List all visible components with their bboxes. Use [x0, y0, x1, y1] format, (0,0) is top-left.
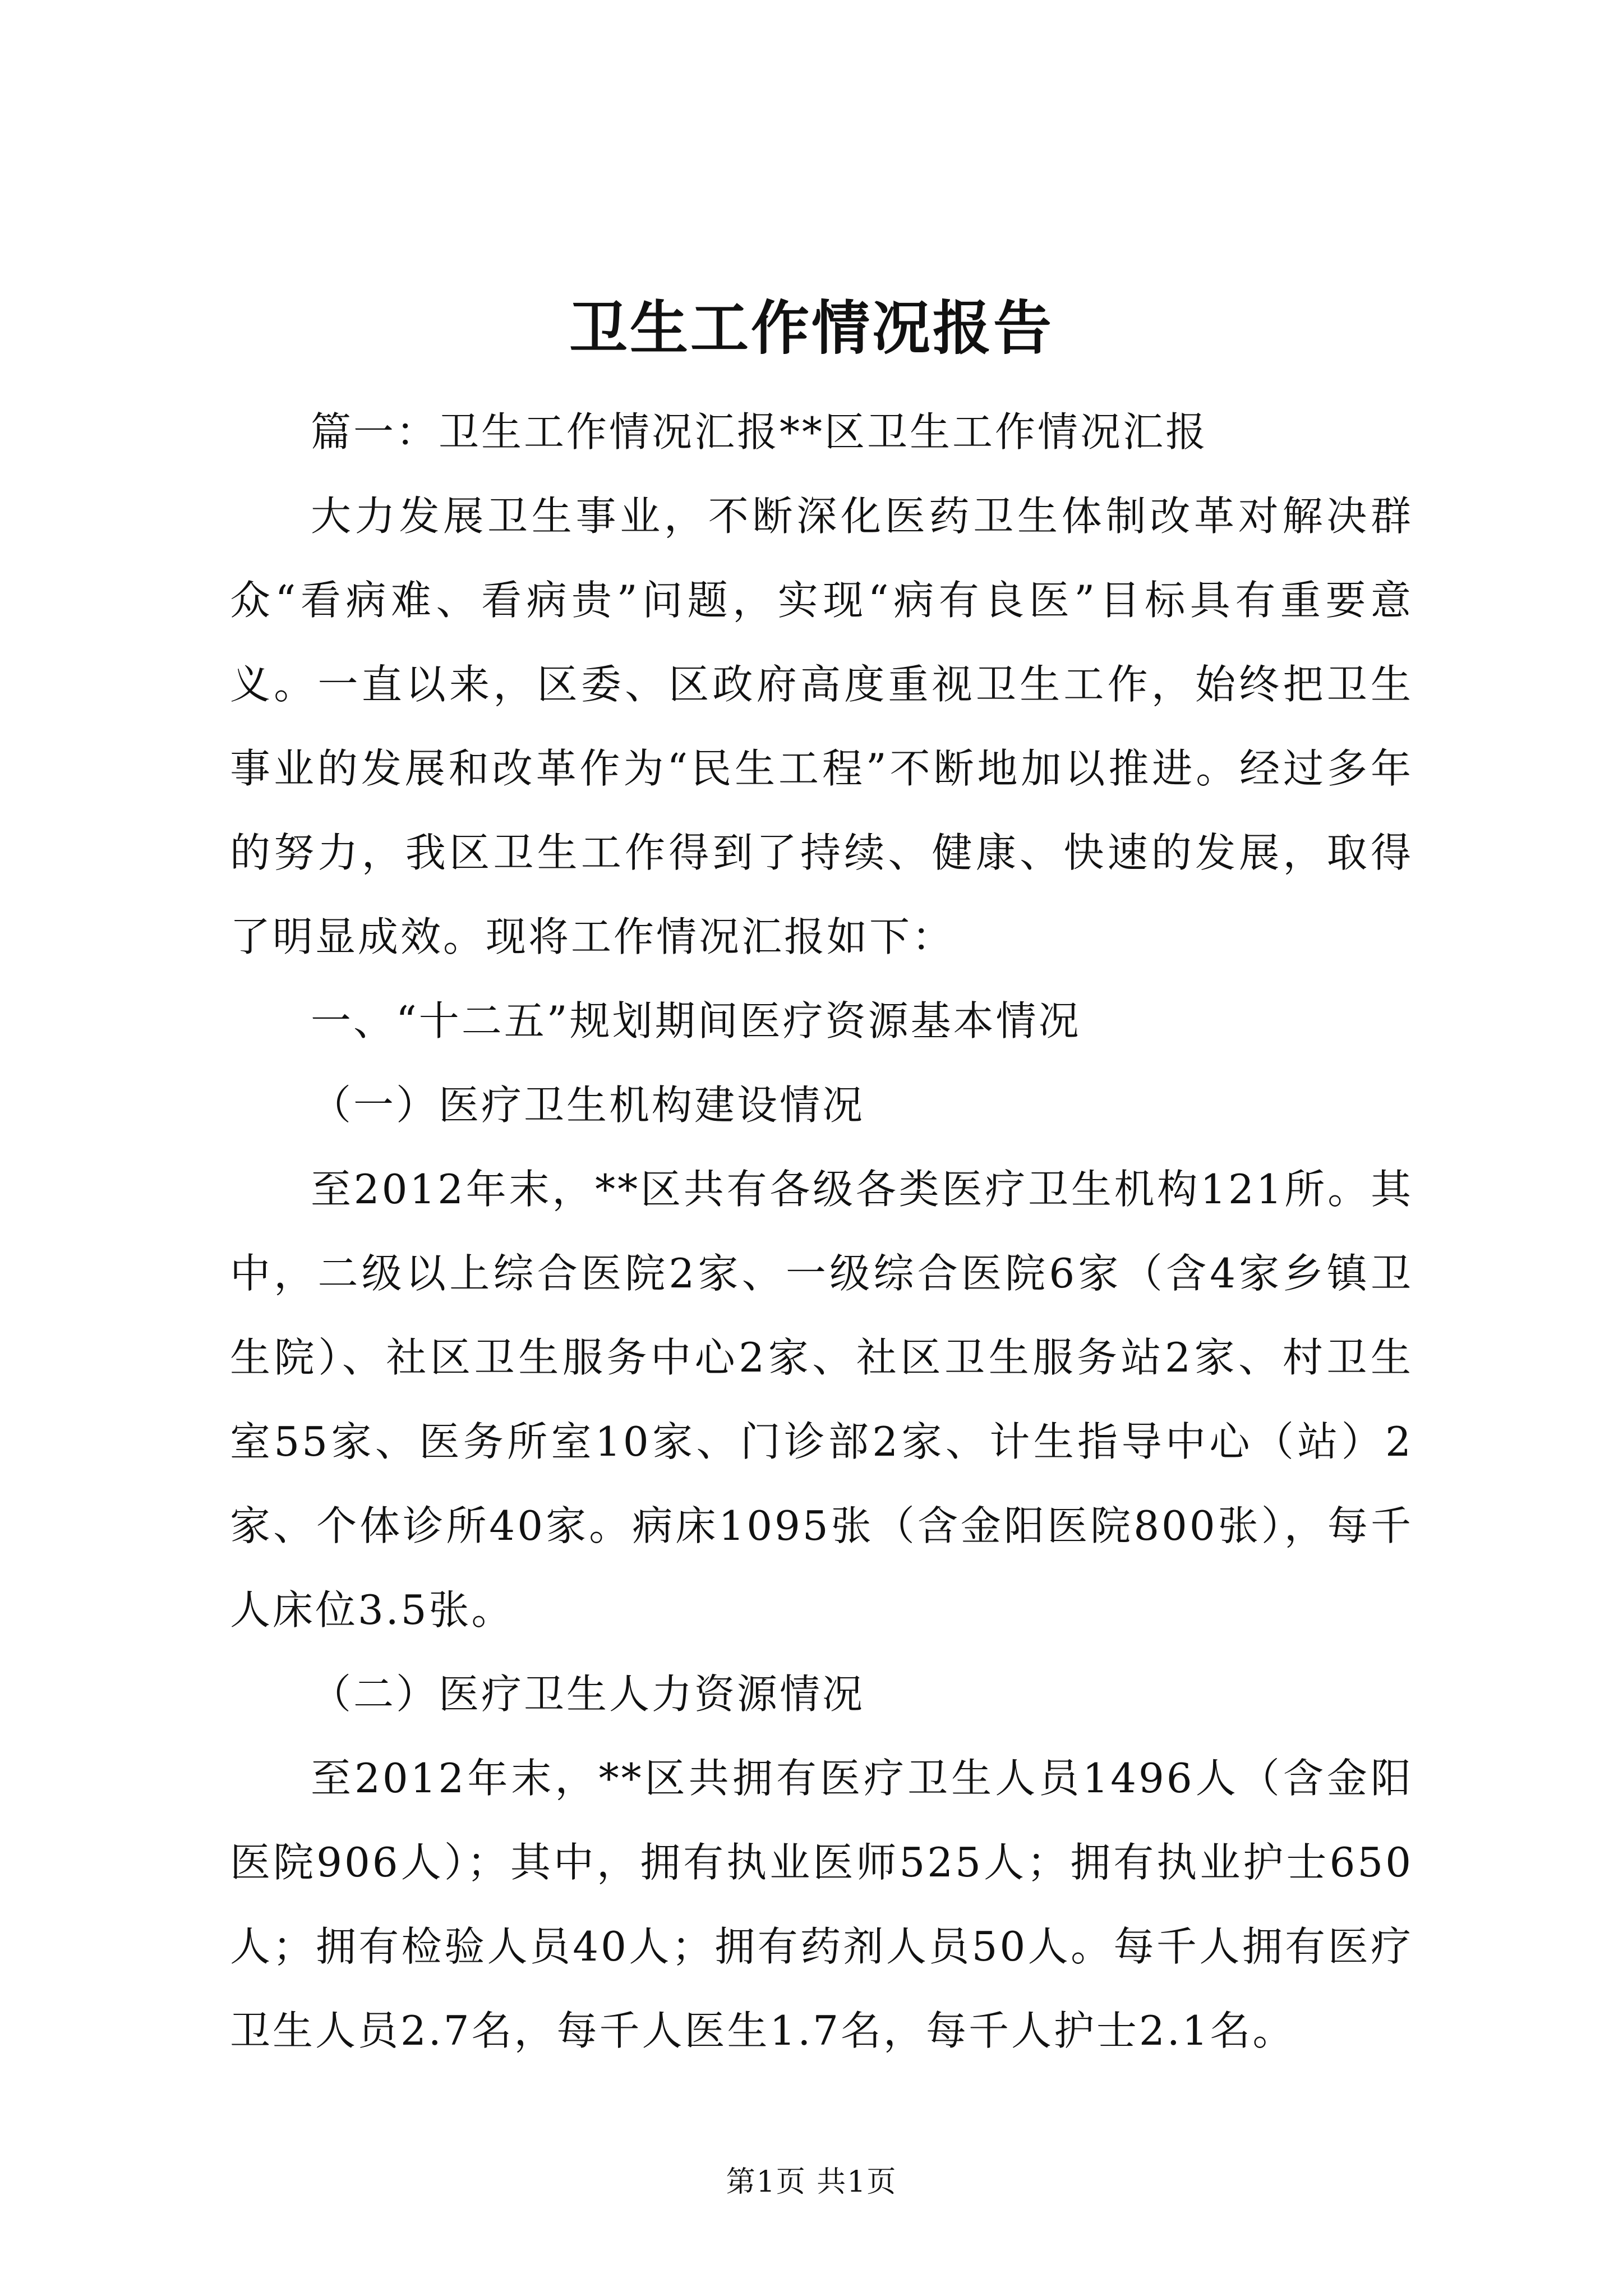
subsection-heading-institutions: （一）医疗卫生机构建设情况	[311, 1082, 865, 1129]
document-body	[230, 390, 1413, 2073]
document-title: 卫生工作情况报告	[569, 293, 1054, 362]
institutions-paragraph: 至2012年末，**区共有各级各类医疗卫生机构121所。其中，二级以上综合医院2家、一级综合医院6家（含4家乡镇卫生院）、社区卫生服务中心2家、社区卫生服务站2家、村卫生室55家、医务所室10家、门诊部2家、计生指导中心（站）2家、个体诊所40家。病床1095张（含金阳医院800张），每千人床位3.5张。	[230, 1166, 1413, 1634]
subsection-heading-personnel: （二）医疗卫生人力资源情况	[311, 1671, 865, 1718]
intro-paragraph: 大力发展卫生事业，不断深化医药卫生体制改革对解决群众“看病难、看病贵”问题，实现“病有良医”目标具有重要意义。一直以来，区委、区政府高度重视卫生工作，始终把卫生事业的发展和改革作为“民生工程”不断地加以推进。经过多年的努力，我区卫生工作得到了持续、健康、快速的发展，取得了明显成效。现将工作情况汇报如下：	[230, 493, 1413, 960]
article-heading: 篇一：卫生工作情况汇报**区卫生工作情况汇报	[311, 408, 1209, 455]
section-heading: 一、“十二五”规划期间医疗资源基本情况	[311, 997, 1081, 1045]
personnel-paragraph: 至2012年末，**区共拥有医疗卫生人员1496人（含金阳医院906人）；其中，拥有执业医师525人；拥有执业护士650人；拥有检验人员40人；拥有药剂人员50人。每千人拥有医疗卫生人员2.7名，每千人医生1.7名，每千人护士2.1名。	[230, 1755, 1413, 2054]
page-footer: 第1页 共1页	[726, 2165, 897, 2199]
